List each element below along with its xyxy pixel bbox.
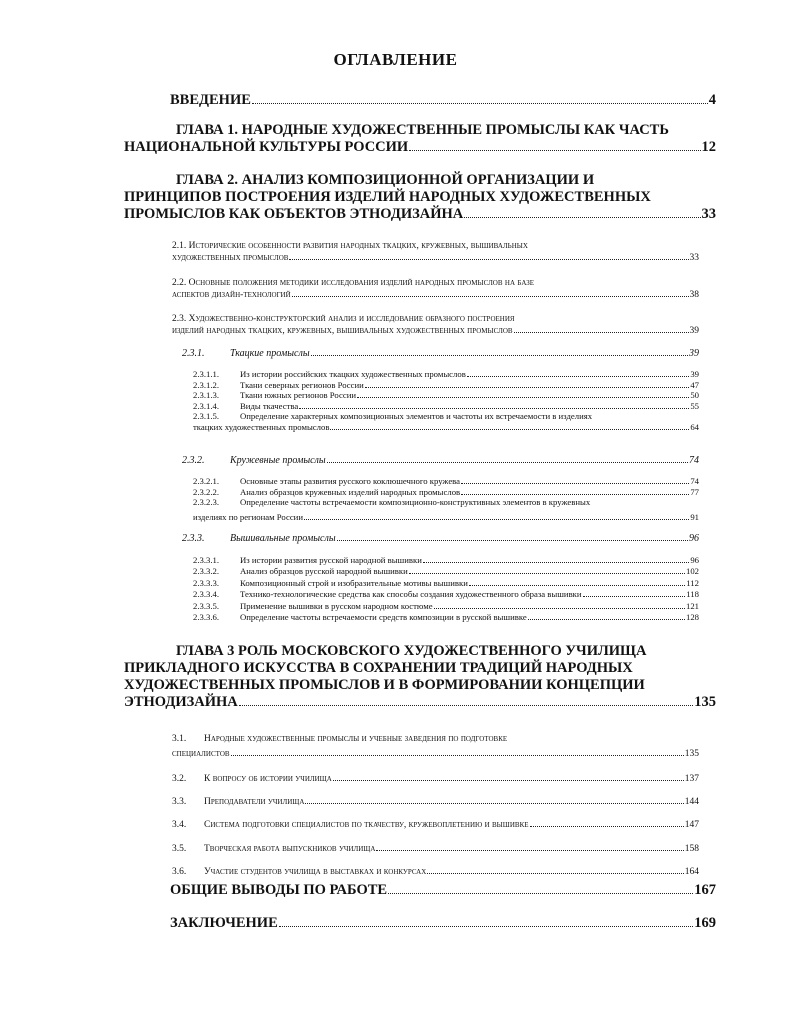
leader-dots	[464, 217, 700, 218]
toc-number: 2.3.3.5.	[193, 600, 220, 611]
toc-page: 39	[690, 369, 699, 379]
toc-page: 96	[690, 555, 699, 565]
toc-page: 33	[701, 206, 716, 222]
leader-dots	[461, 483, 689, 484]
toc-number: 3.1.	[172, 734, 187, 744]
page-title: ОГЛАВЛЕНИЕ	[333, 50, 458, 69]
toc-number: 3.2.	[172, 774, 187, 784]
toc-item[interactable]	[193, 601, 699, 612]
toc-number: 3.3.	[172, 797, 187, 808]
toc-item[interactable]	[193, 578, 699, 589]
toc-item[interactable]	[172, 838, 699, 861]
toc-label-cont: НАЦИОНАЛЬНОЙ КУЛЬТУРЫ РОССИИ	[124, 139, 409, 155]
toc-label: Ткани южных регионов России	[240, 390, 356, 401]
toc-page: 33	[689, 253, 699, 263]
leader-dots	[304, 519, 689, 520]
toc-page: 39	[689, 348, 699, 359]
toc-label-cont: ЭТНОДИЗАЙНА	[124, 694, 238, 710]
toc-page: 38	[689, 290, 699, 300]
toc-introduction[interactable]	[170, 92, 716, 109]
toc-number: 2.3.3.6.	[193, 612, 220, 623]
toc-label-cont: ХУДОЖЕСТВЕННЫХ ПРОМЫСЛОВ И В ФОРМИРОВАНИИ КОНЦЕПЦИИ	[124, 677, 645, 693]
toc-number: 2.3.2.1.	[193, 476, 220, 486]
toc-page: 167	[694, 882, 716, 898]
toc-label: Анализ образцов русской народной вышивки	[240, 566, 408, 577]
toc-label-cont: художественных промыслов	[172, 253, 289, 263]
toc-section-2-2[interactable]	[172, 277, 699, 301]
toc-number: 3.6.	[172, 866, 187, 877]
toc-page: 164	[684, 866, 699, 877]
toc-item[interactable]	[193, 612, 699, 623]
toc-section-3-1[interactable]	[172, 733, 699, 760]
toc-number: 2.3.2.	[182, 455, 205, 466]
toc-number: 2.3.1.2.	[193, 379, 220, 390]
toc-section-2-1[interactable]	[172, 240, 699, 264]
toc-label: Из истории развития русской народной вышивки	[240, 555, 422, 565]
toc-label-cont: аспектов дизайн-технологий	[172, 290, 291, 300]
toc-label: ГЛАВА 3 РОЛЬ МОСКОВСКОГО ХУДОЖЕСТВЕННОГО УЧИЛИЩА	[176, 643, 647, 659]
leader-dots	[423, 562, 689, 563]
toc-page: 64	[690, 421, 699, 432]
toc-page: 135	[684, 749, 699, 759]
toc-label: ОБЩИЕ ВЫВОДЫ ПО РАБОТЕ	[170, 882, 388, 898]
toc-subsection-2-3-1[interactable]	[182, 348, 699, 360]
leader-dots	[357, 397, 689, 398]
toc-label: Анализ образцов кружевных изделий народных промыслов	[240, 486, 461, 497]
toc-label: Система подготовки специалистов по ткачеству, кружевоплетению и вышивке	[204, 820, 529, 831]
leader-dots	[583, 596, 686, 597]
leader-dots	[311, 355, 688, 356]
leader-dots	[333, 780, 684, 781]
leader-dots	[327, 462, 688, 463]
leader-dots	[231, 755, 684, 756]
toc-label-cont: ткацких художественных промыслов	[193, 421, 330, 432]
toc-number: 2.3.2.2.	[193, 486, 220, 497]
toc-label: Основные этапы развития русского коклюшечного кружева	[240, 476, 461, 486]
toc-page: 135	[694, 694, 716, 710]
leader-dots	[305, 803, 683, 804]
toc-page: 74	[689, 455, 699, 466]
toc-page: 47	[690, 379, 699, 390]
toc-label: Композиционный строй и изобразительные мотивы вышивки	[240, 577, 468, 588]
toc-number: 2.3.2.3.	[193, 497, 220, 508]
leader-dots	[514, 332, 689, 333]
toc-label: ВВЕДЕНИЕ	[170, 92, 251, 108]
leader-dots	[239, 705, 694, 706]
toc-list-2-3-3	[193, 555, 699, 623]
toc-item[interactable]	[193, 589, 699, 600]
toc-number: 2.3.3.4.	[193, 589, 220, 600]
toc-chapter-1[interactable]	[124, 122, 716, 156]
toc-label: 2.3. Художественно-конструкторский анализ и исследование образного построения	[172, 314, 515, 324]
toc-number: 2.3.1.4.	[193, 400, 220, 411]
toc-item[interactable]	[193, 555, 699, 566]
toc-label: Вышивальные промыслы	[230, 533, 336, 544]
leader-dots	[427, 873, 683, 874]
toc-page: 137	[684, 774, 699, 784]
toc-number: 2.3.1.3.	[193, 390, 220, 401]
toc-label: 2.2. Основные положения методики исследования изделий народных промыслов на базе	[172, 278, 534, 288]
toc-page: 12	[701, 139, 716, 155]
toc-page: 112	[686, 577, 699, 588]
toc-label: Народные художественные промыслы и учебные заведения по подготовке	[204, 734, 508, 744]
toc-label: 2.1. Исторические особенности развития народных ткацких, кружевных, вышивальных	[172, 241, 528, 251]
toc-item[interactable]	[193, 497, 699, 522]
toc-final[interactable]	[170, 915, 716, 932]
leader-dots	[252, 103, 708, 104]
toc-item[interactable]	[193, 380, 699, 391]
leader-dots	[409, 150, 700, 151]
toc-label: К вопросу об истории училища	[204, 774, 332, 784]
toc-page: 102	[685, 566, 699, 577]
toc-number: 2.3.3.1.	[193, 555, 220, 565]
leader-dots	[279, 926, 693, 927]
leader-dots	[461, 494, 689, 495]
toc-label: Творческая работа выпускников училища	[204, 843, 376, 854]
toc-label-cont: изделий народных ткацких, кружевных, вышивальных художественных промыслов	[172, 326, 513, 336]
toc-label-cont: ПРИНЦИПОВ ПОСТРОЕНИЯ ИЗДЕЛИЙ НАРОДНЫХ ХУДОЖЕСТВЕННЫХ	[124, 189, 651, 205]
toc-page: 74	[690, 476, 699, 486]
toc-item[interactable]	[193, 566, 699, 577]
toc-label: ЗАКЛЮЧЕНИЕ	[170, 915, 278, 931]
toc-page: 144	[684, 797, 699, 808]
toc-number: 3.5.	[172, 843, 187, 854]
toc-page: 158	[684, 843, 699, 854]
toc-page: 39	[689, 326, 699, 336]
leader-dots	[467, 376, 689, 377]
toc-page: 4	[708, 92, 716, 108]
toc-label-cont: ПРИКЛАДНОГО ИСКУССТВА В СОХРАНЕНИИ ТРАДИЦИЙ НАРОДНЫХ	[124, 660, 633, 676]
toc-label: Ткани северных регионов России	[240, 379, 364, 390]
toc-label: Применение вышивки в русском народном костюме	[240, 600, 433, 611]
toc-label: Участие студентов училища в выставках и конкурсах	[204, 866, 427, 877]
toc-page: 121	[685, 600, 699, 611]
toc-label-cont: специалистов	[172, 749, 230, 759]
toc-page: 128	[685, 612, 699, 623]
leader-dots	[289, 259, 688, 260]
toc-number: 2.3.1.	[182, 348, 205, 359]
toc-number: 2.3.3.2.	[193, 566, 220, 577]
toc-item[interactable]	[193, 411, 699, 432]
toc-page: 169	[694, 915, 716, 931]
toc-label: Определение характерных композиционных элементов и частоты их встречаемости в изделиях	[240, 411, 593, 422]
leader-dots	[299, 408, 689, 409]
toc-chapter-2[interactable]	[124, 172, 716, 223]
toc-number: 2.3.3.3.	[193, 577, 220, 588]
toc-number: 2.3.3.	[182, 533, 205, 544]
toc-item[interactable]	[193, 369, 699, 380]
toc-label: Определение частоты встречаемости средств композиции в русской вышивке	[240, 612, 527, 623]
toc-label: Из истории российских ткацких художественных промыслов	[240, 369, 466, 379]
leader-dots	[365, 387, 690, 388]
toc-label: Преподаватели училища	[204, 797, 305, 808]
toc-label: ГЛАВА 1. НАРОДНЫЕ ХУДОЖЕСТВЕННЫЕ ПРОМЫСЛЫ КАК ЧАСТЬ	[176, 122, 669, 138]
toc-list-2-3-1	[193, 369, 699, 433]
toc-number: 2.3.1.5.	[193, 411, 220, 422]
toc-label: Определение частоты встречаемости композиционно-конструктивных элементов в кружевных	[240, 497, 591, 508]
toc-page: 50	[690, 390, 699, 401]
leader-dots	[376, 850, 683, 851]
toc-subsection-2-3-2[interactable]	[182, 455, 699, 467]
toc-page: 96	[689, 533, 699, 544]
toc-page: 118	[686, 589, 699, 600]
toc-item[interactable]	[193, 401, 699, 412]
toc-list-3	[172, 768, 699, 884]
toc-item[interactable]	[172, 791, 699, 814]
toc-label: ГЛАВА 2. АНАЛИЗ КОМПОЗИЦИОННОЙ ОРГАНИЗАЦИИ И	[176, 172, 595, 188]
toc-page: 55	[690, 400, 699, 411]
toc-item[interactable]	[193, 390, 699, 401]
leader-dots	[528, 619, 685, 620]
toc-conclusions[interactable]	[170, 882, 716, 899]
toc-page: 77	[690, 486, 699, 497]
toc-page: 91	[690, 511, 699, 522]
leader-dots	[292, 296, 689, 297]
toc-number: 3.4.	[172, 820, 187, 831]
leader-dots	[434, 608, 685, 609]
toc-page: 147	[684, 820, 699, 831]
toc-list-2-3-2	[193, 476, 699, 522]
toc-item[interactable]	[172, 768, 699, 791]
leader-dots	[388, 893, 693, 894]
leader-dots	[530, 826, 684, 827]
toc-item[interactable]	[172, 861, 699, 884]
toc-label: Кружевные промыслы	[230, 455, 326, 466]
leader-dots	[409, 573, 685, 574]
toc-label: Виды ткачества	[240, 400, 299, 411]
toc-label-cont: ПРОМЫСЛОВ КАК ОБЪЕКТОВ ЭТНОДИЗАЙНА	[124, 206, 464, 222]
toc-item[interactable]	[193, 476, 699, 487]
toc-chapter-3[interactable]	[124, 643, 716, 711]
toc-item[interactable]	[172, 814, 699, 837]
toc-label-cont: изделиях по регионам России	[193, 511, 303, 522]
leader-dots	[330, 429, 689, 430]
toc-section-2-3[interactable]	[172, 313, 699, 337]
leader-dots	[337, 540, 688, 541]
toc-item[interactable]	[193, 487, 699, 498]
toc-label: Технико-технологические средства как способы создания художественного образа вышивки	[240, 589, 582, 600]
toc-subsection-2-3-3[interactable]	[182, 533, 699, 545]
toc-number: 2.3.1.1.	[193, 369, 220, 379]
leader-dots	[469, 585, 685, 586]
toc-label: Ткацкие промыслы	[230, 348, 310, 359]
